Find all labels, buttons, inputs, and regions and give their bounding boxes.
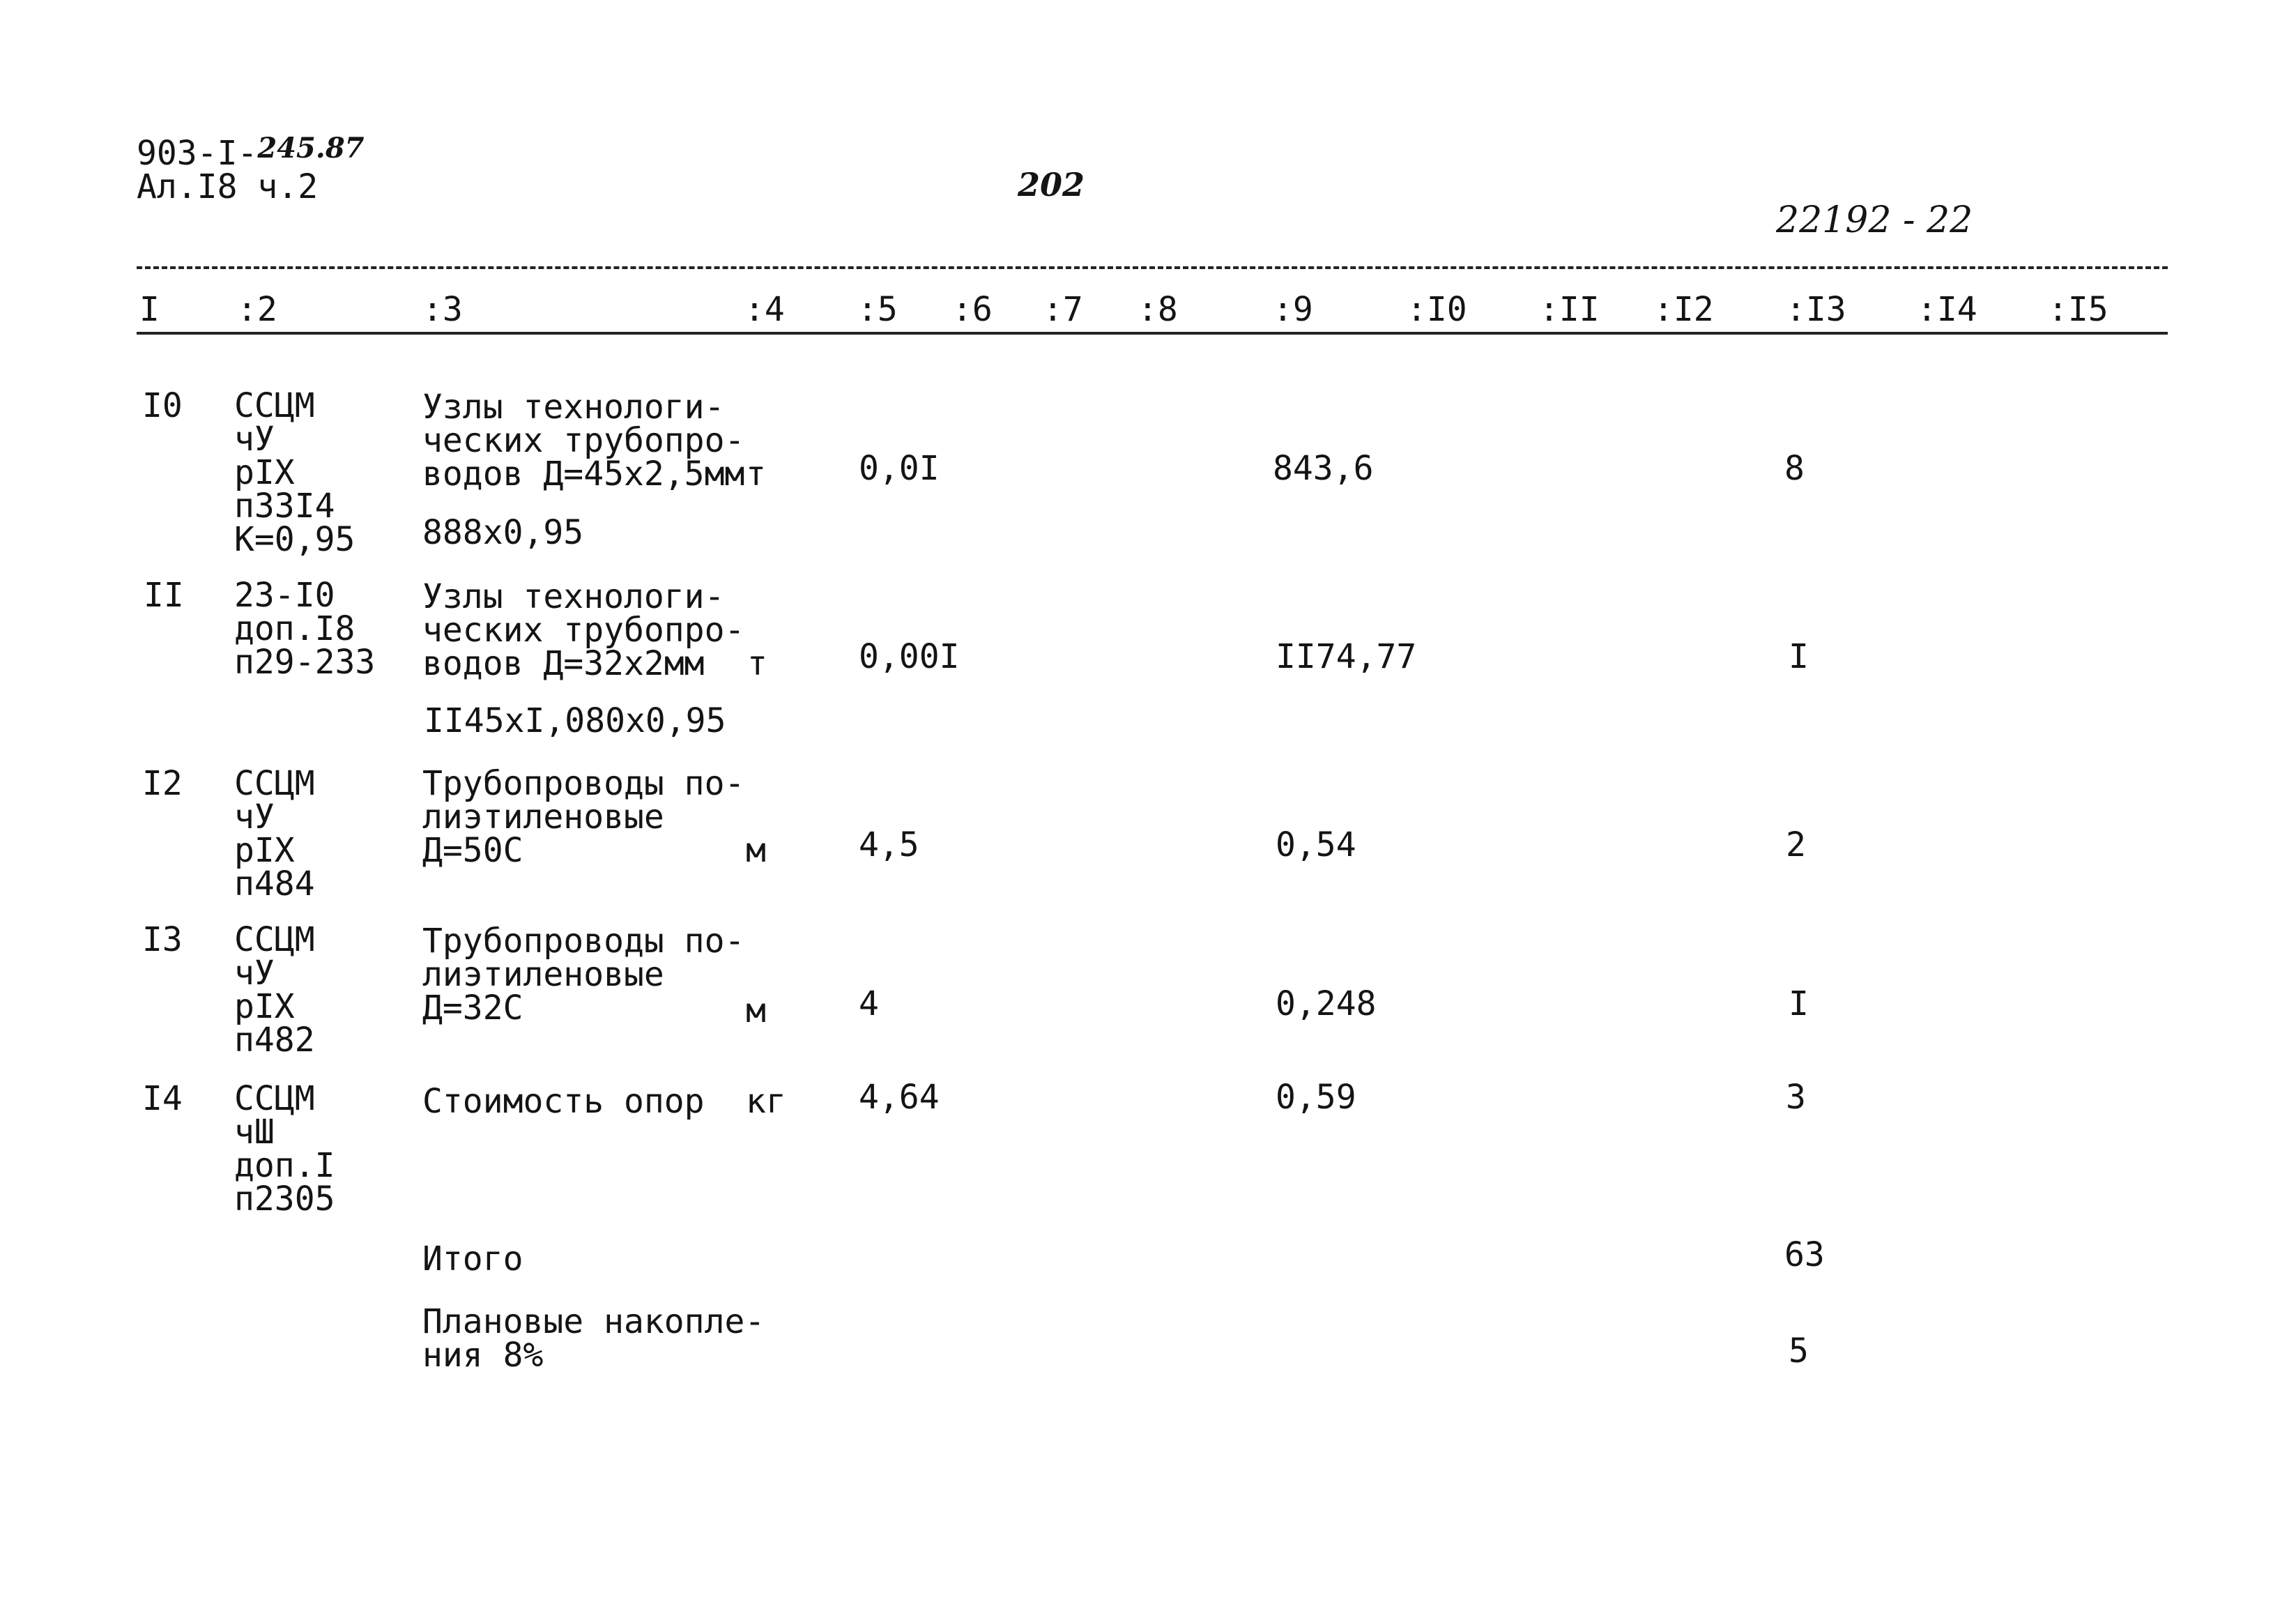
row-number: I2 <box>142 764 183 803</box>
desc-line: Стоимость опор <box>422 1082 705 1121</box>
row-reference <box>234 576 376 682</box>
row-unit: м <box>746 991 766 1030</box>
col-header-4: :4 <box>744 290 785 329</box>
summary-label-line: Плановые накопле- <box>422 1302 765 1341</box>
row-price: 0,59 <box>1276 1078 1356 1117</box>
summary-label-line: ния 8% <box>422 1336 544 1375</box>
row-total: I <box>1789 637 1809 676</box>
row-quantity: 0,00I <box>859 637 960 676</box>
row-unit: кг <box>746 1082 786 1121</box>
row-number: I4 <box>142 1079 183 1118</box>
row-number: II <box>144 576 184 615</box>
ref-line: чУ <box>234 797 275 837</box>
desc-line: ческих трубопро- <box>422 611 745 650</box>
ref-line: чУ <box>234 954 275 993</box>
row-price: 843,6 <box>1273 449 1374 488</box>
row-description <box>422 1082 705 1121</box>
row-reference <box>234 386 355 559</box>
page-number: 202 <box>1018 166 1085 204</box>
col-header-7: :7 <box>1043 290 1083 329</box>
row-quantity: 4,64 <box>859 1078 940 1117</box>
col-header-1: I <box>139 290 160 329</box>
row-price: 0,248 <box>1276 984 1377 1023</box>
row-quantity: 4 <box>859 984 879 1023</box>
summary-total: 5 <box>1789 1331 1809 1371</box>
sheet-id: 22192 - 22 <box>1776 199 1973 241</box>
col-header-13: :I3 <box>1786 290 1846 329</box>
summary-label: Итого <box>422 1239 523 1279</box>
document-code-printed: 903-I- <box>137 134 258 173</box>
ref-line: рIX <box>234 987 295 1026</box>
col-header-2: :2 <box>237 290 277 329</box>
row-reference <box>234 1079 335 1219</box>
ref-line: п29-233 <box>234 643 376 682</box>
desc-line: ческих трубопро- <box>422 421 745 460</box>
col-header-14: :I4 <box>1917 290 1977 329</box>
col-header-11: :II <box>1539 290 1600 329</box>
desc-line: водов Д=45х2,5мм <box>422 455 745 494</box>
col-header-10: :I0 <box>1407 290 1467 329</box>
desc-line: Д=50С <box>422 831 523 870</box>
col-header-12: :I2 <box>1653 290 1714 329</box>
row-price: II74,77 <box>1276 637 1417 676</box>
row-quantity: 0,0I <box>859 449 940 488</box>
ref-line: чШ <box>234 1113 275 1152</box>
ref-line: рIX <box>234 453 295 492</box>
ref-line: п2305 <box>234 1180 335 1219</box>
col-header-9: :9 <box>1273 290 1313 329</box>
album-label: Ал.I8 ч.2 <box>137 167 319 206</box>
ref-line: ССЦМ <box>234 386 315 425</box>
row-number: I0 <box>142 386 183 425</box>
desc-line: Узлы технологи- <box>422 577 725 616</box>
col-header-3: :3 <box>422 290 463 329</box>
ref-line: п484 <box>234 864 315 903</box>
header-underline <box>137 332 2168 335</box>
col-header-5: :5 <box>857 290 898 329</box>
col-header-6: :6 <box>952 290 993 329</box>
ref-line: доп.I <box>234 1146 335 1185</box>
ref-line: п482 <box>234 1021 315 1060</box>
desc-line: водов Д=32х2мм <box>422 644 705 683</box>
desc-line: Узлы технологи- <box>422 388 725 427</box>
ref-line: ССЦМ <box>234 764 315 803</box>
row-reference <box>234 920 315 1060</box>
summary-total: 63 <box>1784 1235 1825 1274</box>
row-total: I <box>1789 984 1809 1023</box>
row-unit: м <box>746 831 766 870</box>
col-header-15: :I5 <box>2048 290 2109 329</box>
summary-label <box>422 1302 765 1375</box>
desc-line: Трубопроводы по- <box>422 764 745 803</box>
ref-line: доп.I8 <box>234 609 355 648</box>
row-total: 2 <box>1786 825 1806 864</box>
ref-line: К=0,95 <box>234 520 355 559</box>
ref-line: п33I4 <box>234 487 335 526</box>
row-total: 8 <box>1784 449 1805 488</box>
row-description <box>422 577 745 683</box>
row-number: I3 <box>142 920 183 959</box>
ref-line: рIX <box>234 831 295 870</box>
row-total: 3 <box>1786 1078 1806 1117</box>
desc-line: лиэтиленовые <box>422 797 664 837</box>
ref-line: ССЦМ <box>234 920 315 959</box>
row-description <box>422 388 745 494</box>
document-code-handwritten: 245.87 <box>257 132 365 165</box>
desc-line: Трубопроводы по- <box>422 922 745 961</box>
row-unit: т <box>747 644 767 683</box>
row-unit: т <box>746 455 766 494</box>
row-description <box>422 764 745 870</box>
ref-line: чУ <box>234 420 275 459</box>
desc-line: Д=32С <box>422 989 523 1028</box>
ref-line: 23-I0 <box>234 576 335 615</box>
row-description <box>422 922 745 1028</box>
desc-line: лиэтиленовые <box>422 955 664 994</box>
col-header-8: :8 <box>1138 290 1178 329</box>
row-price: 0,54 <box>1276 825 1356 864</box>
row-calculation: II45хI,080х0,95 <box>424 701 726 740</box>
row-calculation: 888х0,95 <box>422 513 584 552</box>
row-quantity: 4,5 <box>859 825 919 864</box>
row-reference <box>234 764 315 903</box>
ref-line: ССЦМ <box>234 1079 315 1118</box>
top-rule <box>137 266 2168 269</box>
